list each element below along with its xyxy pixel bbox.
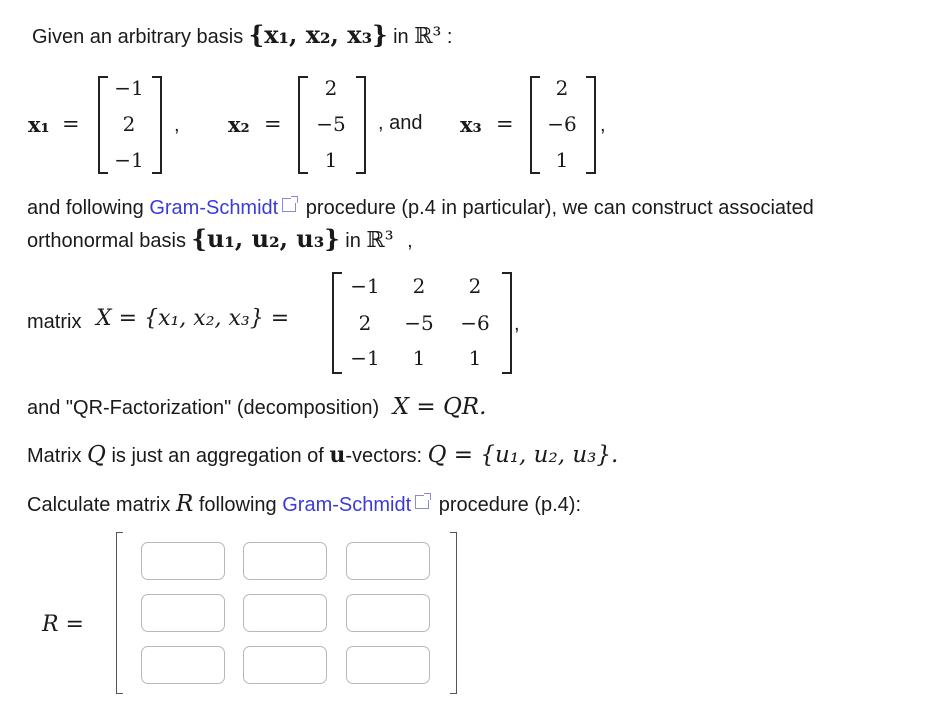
x3-bracket-right xyxy=(586,76,596,174)
matrix-x-cell: 1 xyxy=(412,346,426,370)
r-input-3-2[interactable] xyxy=(243,646,327,684)
space-r3: ℝ³ xyxy=(414,24,442,49)
x3-value: 1 xyxy=(555,148,569,172)
r-equals-label: R = xyxy=(42,612,84,637)
q-mid: is just an aggregation of xyxy=(111,445,324,467)
x1-label: x₁ xyxy=(28,112,50,137)
para1-comma: , xyxy=(407,230,413,252)
matrix-x-cell: −1 xyxy=(350,346,380,370)
calc-mid: following xyxy=(198,494,277,516)
matrix-x-bracket-right xyxy=(502,272,512,374)
matrix-x-lhs: X = {x₁, x₂, x₃} = xyxy=(96,306,290,331)
matrix-label: matrix xyxy=(27,311,82,333)
q-symbol: Q xyxy=(87,442,106,468)
para1-post: procedure (p.4 in particular), we can construct associated xyxy=(305,197,814,219)
x1-value: −1 xyxy=(114,148,144,172)
x2-bracket-right xyxy=(356,76,366,174)
intro-text: Given an arbitrary basis xyxy=(32,26,244,48)
intro-colon: : xyxy=(446,26,453,48)
x2-and: , and xyxy=(378,112,423,134)
calc-post: procedure (p.4): xyxy=(438,494,581,516)
r-input-2-2[interactable] xyxy=(243,594,327,632)
x2-value: 1 xyxy=(324,148,338,172)
para1-line2: orthonormal basis xyxy=(27,230,186,252)
q-matrix-line xyxy=(27,442,618,468)
u-symbol: u xyxy=(329,442,346,468)
qr-factorization-line xyxy=(27,394,486,420)
gram-schmidt-paragraph xyxy=(27,197,814,220)
x3-value: −6 xyxy=(547,112,577,136)
matrix-x-comma: , xyxy=(514,313,520,335)
calculate-line xyxy=(27,491,581,517)
x2-label: x₂ xyxy=(228,112,250,137)
space-r3: ℝ³ xyxy=(366,228,394,253)
qr-text: and "QR-Factorization" (decomposition) xyxy=(27,397,380,419)
para1-pre: and following xyxy=(27,197,144,219)
qr-formula: X = QR. xyxy=(392,394,487,420)
x3-equals: = xyxy=(496,112,514,136)
x2-value: −5 xyxy=(316,112,346,136)
x2-value: 2 xyxy=(324,76,338,100)
basis-set-u: {u₁, u₂, u₃} xyxy=(191,224,340,253)
matrix-x-bracket-left xyxy=(332,272,342,374)
x1-equals: = xyxy=(62,112,80,136)
para1-in: in xyxy=(345,230,361,252)
matrix-x-cell: 2 xyxy=(412,274,426,298)
q-post: -vectors: xyxy=(345,445,423,467)
x3-value: 2 xyxy=(555,76,569,100)
r-symbol: R xyxy=(175,491,194,517)
gram-schmidt-link[interactable]: Gram-Schmidt xyxy=(282,494,412,516)
matrix-x-cell: −5 xyxy=(404,311,434,335)
x3-comma: , xyxy=(600,114,606,136)
r-bracket-right xyxy=(450,532,457,694)
r-input-3-3[interactable] xyxy=(346,646,430,684)
external-link-icon xyxy=(415,495,429,509)
q-pre: Matrix xyxy=(27,445,82,467)
q-formula: Q = {u₁, u₂, u₃}. xyxy=(427,442,619,468)
intro-line xyxy=(32,20,452,49)
x1-value: 2 xyxy=(122,112,136,136)
basis-set-x: {x₁, x₂, x₃} xyxy=(248,20,388,49)
x1-comma: , xyxy=(174,114,180,136)
x3-label: x₃ xyxy=(460,112,482,137)
intro-in: in xyxy=(393,26,409,48)
r-input-1-2[interactable] xyxy=(243,542,327,580)
x2-equals: = xyxy=(264,112,282,136)
x1-bracket-right xyxy=(152,76,162,174)
r-input-1-1[interactable] xyxy=(141,542,225,580)
r-input-2-3[interactable] xyxy=(346,594,430,632)
matrix-x-cell: 2 xyxy=(358,311,372,335)
orthonormal-line xyxy=(27,224,413,253)
matrix-x-cell: −6 xyxy=(460,311,490,335)
x1-value: −1 xyxy=(114,76,144,100)
r-input-1-3[interactable] xyxy=(346,542,430,580)
external-link-icon xyxy=(282,198,296,212)
matrix-x-cell: 1 xyxy=(468,346,482,370)
matrix-x-cell: 2 xyxy=(468,274,482,298)
gram-schmidt-link[interactable]: Gram-Schmidt xyxy=(149,197,279,219)
matrix-x-cell: −1 xyxy=(350,274,380,298)
calc-pre: Calculate matrix xyxy=(27,494,171,516)
r-input-3-1[interactable] xyxy=(141,646,225,684)
r-bracket-left xyxy=(116,532,123,694)
r-input-2-1[interactable] xyxy=(141,594,225,632)
